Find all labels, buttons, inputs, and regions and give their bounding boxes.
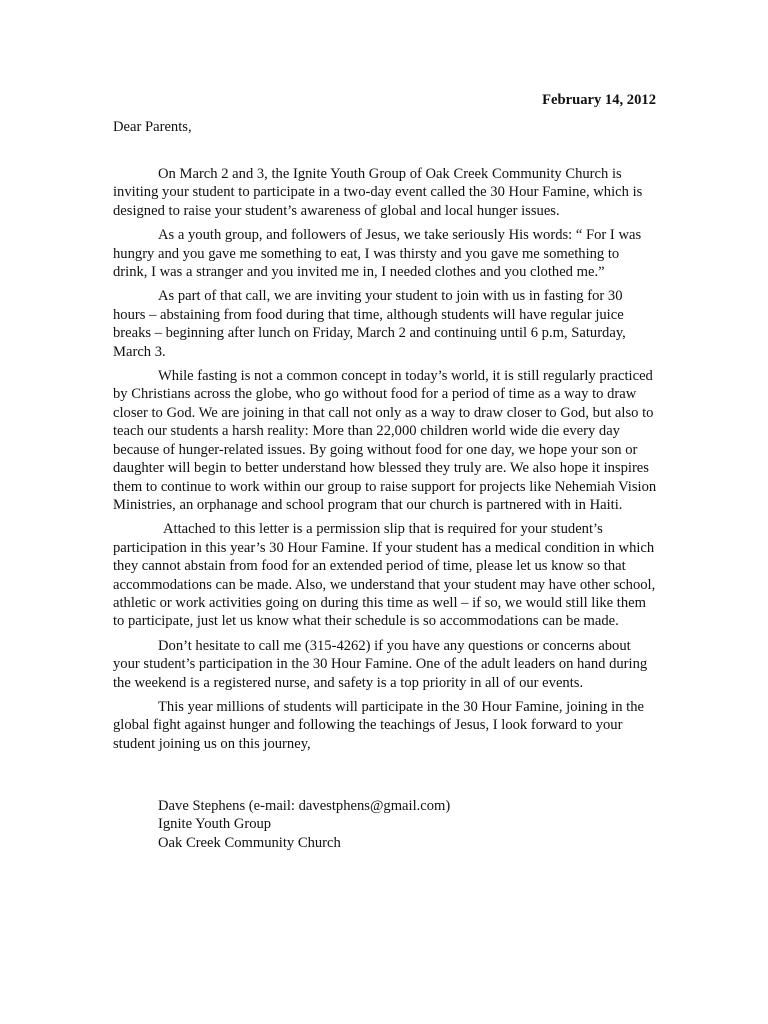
signature-name: Dave Stephens (e-mail: davestphens@gmail.com): [158, 798, 451, 814]
paragraph-contact: Don’t hesitate to call me (315-4262) if you have any questions or concerns about your student’s participation in the 30 Hour Famine. One of the adult leaders on hand during the weekend is a registered nurse, and safety is a top priority in all of our events.: [113, 637, 648, 691]
paragraph-event-intro: On March 2 and 3, the Ignite Youth Group of Oak Creek Community Church is inviting your student to participate in a two-day event called the 30 Hour Famine, which is designed to raise your student’s awareness of global and local hunger issues.: [113, 166, 643, 219]
letter-body: [113, 165, 657, 759]
signature-block: [158, 797, 450, 852]
paragraph-fasting-purpose: While fasting is not a common concept in today’s world, it is still regularly practiced by Christians across the globe, who go without food for a period of time as a way to draw closer to God. We are joining in that call not only as a way to draw closer to God, but also to teach our students a harsh reality: More than 22,000 children world wide die every day because of hunger-related issues. By going without food for one day, we hope your son or daughter will begin to better understand how blessed they truly are. We also hope it inspires them to continue to work within our group to raise support for projects like Nehemiah Vision Ministries, an orphanage and school program that our church is partnered with in Haiti.: [113, 368, 657, 513]
paragraph-fasting-details: As part of that call, we are inviting your student to join with us in fasting for 30 hours – abstaining from food during that time, although students will have regular juice breaks – beginning after lunch on Friday, March 2 and continuing until 6 p.m, Saturday, March 3.: [113, 288, 626, 360]
signature-church: Oak Creek Community Church: [158, 834, 341, 851]
paragraph-permission-slip: Attached to this letter is a permission slip that is required for your student’s participation in this year’s 30 Hour Famine. If your student has a medical condition in which they cannot abstain from food for an extended period of time, please let us know so that accommodations can be made. Also, we understand that your student may have other school, athletic or work activities going on during this time as well – if so, we would still like them to participate, just let us know what their schedule is so accommodations can be made.: [113, 521, 656, 630]
letter-date: February 14, 2012: [542, 92, 656, 108]
salutation: Dear Parents,: [113, 119, 192, 135]
paragraph-closing: This year millions of students will participate in the 30 Hour Famine, joining in the global fight against hunger and following the teachings of Jesus, I look forward to your student joining us on this journey,: [113, 698, 644, 752]
paragraph-scripture: As a youth group, and followers of Jesus, we take seriously His words: “ For I was hungry and you gave me something to eat, I was thirsty and you gave me something to drink, I was a stranger and you invited me in, I needed clothes and you clothed me.”: [113, 227, 642, 281]
signature-group: Ignite Youth Group: [158, 816, 272, 833]
